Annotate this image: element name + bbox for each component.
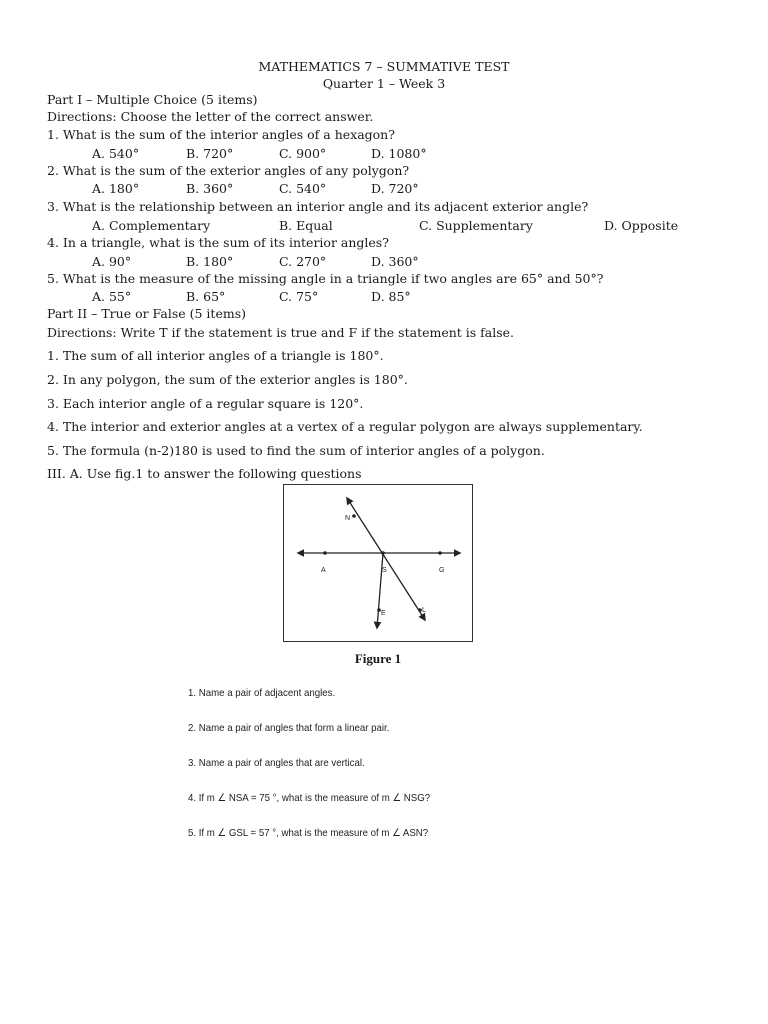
mc-q5-choice-d: D. 85° [371, 289, 411, 304]
mc-question-3: 3. What is the relationship between an interior angle and its adjacent exterior angle? [47, 199, 589, 214]
tf-item-5: 5. The formula (n-2)180 is used to find the sum of interior angles of a polygon. [47, 443, 545, 458]
label-s: S [382, 567, 387, 574]
fig-question-1: 1. Name a pair of adjacent angles. [188, 687, 336, 699]
mc-q5-choice-a: A. 55° [92, 289, 132, 304]
figure-1-diagram [284, 485, 474, 643]
tf-item-2: 2. In any polygon, the sum of the exterior angles is 180°. [47, 372, 408, 387]
mc-q1-choice-c: C. 900° [279, 146, 327, 161]
mc-q4-choice-c: C. 270° [279, 254, 327, 269]
part2-heading: Part II – True or False (5 items) [47, 306, 246, 321]
label-l: L [422, 607, 426, 614]
fig-question-4: 4. If m ∠ NSA = 75 °, what is the measure of m ∠ NSG? [188, 792, 431, 804]
test-subtitle: Quarter 1 – Week 3 [322, 76, 446, 91]
mc-q2-choice-d: D. 720° [371, 181, 419, 196]
part1-heading: Part I – Multiple Choice (5 items) [47, 92, 258, 107]
part1-directions: Directions: Choose the letter of the correct answer. [47, 109, 374, 124]
mc-q3-choice-d: D. Opposite [604, 218, 679, 233]
point-g [438, 551, 442, 555]
fig-question-3: 3. Name a pair of angles that are vertical. [188, 757, 365, 769]
mc-q1-choice-a: A. 540° [92, 146, 140, 161]
mc-q4-choice-d: D. 360° [371, 254, 419, 269]
mc-question-1: 1. What is the sum of the interior angles of a hexagon? [47, 127, 395, 142]
mc-question-4: 4. In a triangle, what is the sum of its interior angles? [47, 235, 389, 250]
mc-q3-choice-a: A. Complementary [92, 218, 211, 233]
fig-question-5: 5. If m ∠ GSL = 57 °, what is the measure of m ∠ ASN? [188, 827, 429, 839]
mc-q2-choice-a: A. 180° [92, 181, 140, 196]
mc-q4-choice-a: A. 90° [92, 254, 132, 269]
mc-q1-choice-d: D. 1080° [371, 146, 427, 161]
tf-item-4: 4. The interior and exterior angles at a vertex of a regular polygon are always supplementary. [47, 419, 643, 434]
label-a: A [321, 567, 326, 574]
mc-q1-choice-b: B. 720° [186, 146, 234, 161]
mc-q2-choice-b: B. 360° [186, 181, 234, 196]
label-n: N [345, 515, 351, 522]
point-a [323, 551, 327, 555]
mc-question-5: 5. What is the measure of the missing angle in a triangle if two angles are 65° and 50°? [47, 271, 604, 286]
point-s [381, 551, 385, 555]
label-g: G [439, 567, 445, 574]
fig-question-2: 2. Name a pair of angles that form a linear pair. [188, 722, 390, 734]
mc-q3-choice-b: B. Equal [279, 218, 333, 233]
mc-q4-choice-b: B. 180° [186, 254, 234, 269]
line-nl [347, 498, 425, 620]
part2-directions: Directions: Write T if the statement is true and F if the statement is false. [47, 325, 515, 340]
point-n [352, 514, 356, 518]
part3-heading: III. A. Use fig.1 to answer the following questions [47, 466, 362, 481]
label-e: E [381, 610, 386, 617]
figure-caption: Figure 1 [354, 651, 402, 666]
mc-q3-choice-c: C. Supplementary [419, 218, 533, 233]
mc-question-2: 2. What is the sum of the exterior angles of any polygon? [47, 163, 410, 178]
tf-item-3: 3. Each interior angle of a regular square is 120°. [47, 396, 364, 411]
mc-q2-choice-c: C. 540° [279, 181, 327, 196]
test-title: MATHEMATICS 7 – SUMMATIVE TEST [258, 59, 510, 74]
mc-q5-choice-c: C. 75° [279, 289, 319, 304]
mc-q5-choice-b: B. 65° [186, 289, 226, 304]
tf-item-1: 1. The sum of all interior angles of a triangle is 180°. [47, 348, 384, 363]
figure-1 [283, 484, 473, 642]
